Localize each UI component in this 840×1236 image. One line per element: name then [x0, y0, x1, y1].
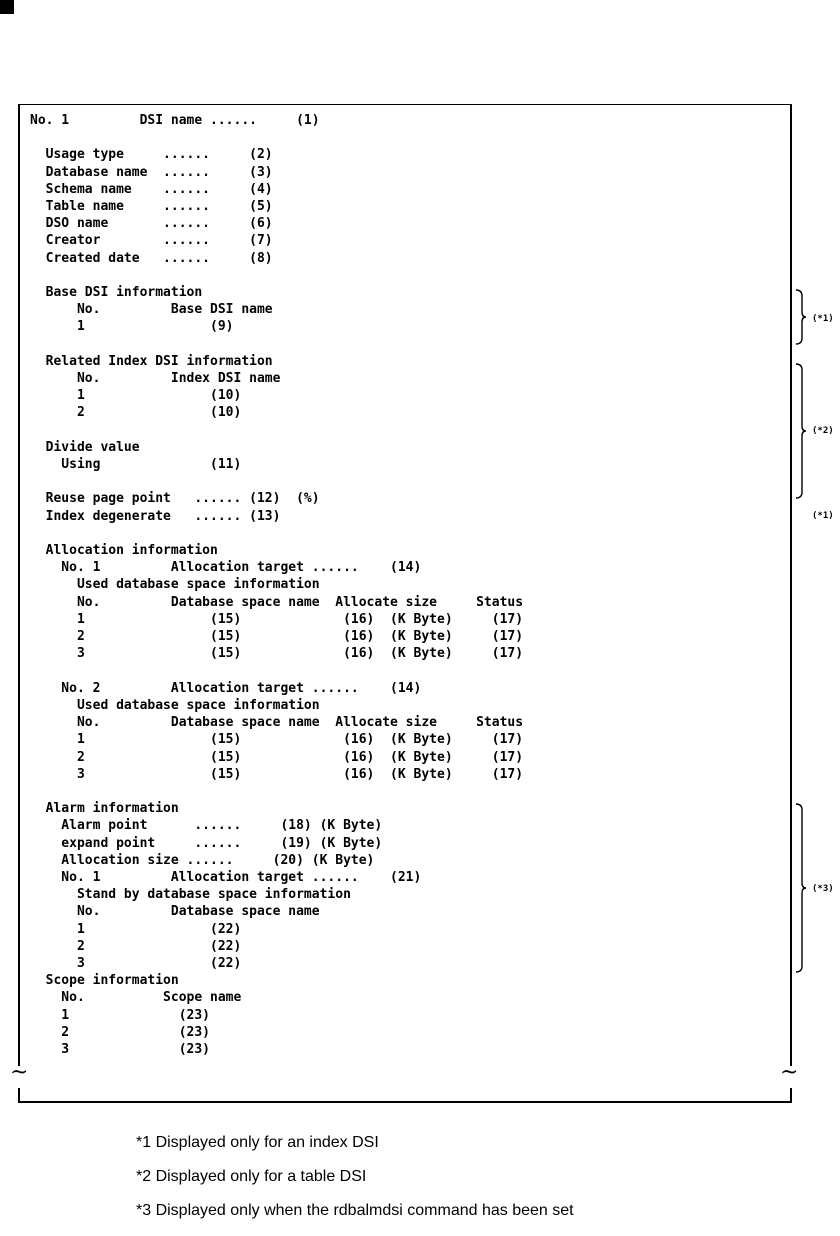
brace-related-index	[794, 362, 808, 500]
line-scope-row: 1 (23)	[30, 1007, 211, 1023]
line-space-row: 3 (15) (16) (K Byte) (17)	[30, 766, 524, 782]
line-space-row: 1 (15) (16) (K Byte) (17)	[30, 611, 524, 627]
brace-alarm	[794, 802, 808, 974]
heading-base-dsi: Base DSI information	[30, 285, 203, 301]
command-output-listing	[30, 112, 523, 1058]
line-index-dsi-row: 1 (10)	[30, 388, 242, 404]
line-standby-heading: Stand by database space information	[30, 887, 351, 903]
line-allocation-target-2: No. 2 Allocation target ...... (14)	[30, 680, 422, 696]
line-allocation-target-1: No. 1 Allocation target ...... (14)	[30, 560, 422, 576]
footnote-3: *3 Displayed only when the rdbalmdsi command has been set	[136, 1202, 574, 1219]
line-alarm-point: Alarm point ...... (18) (K Byte)	[30, 818, 383, 834]
line-scope-row: 3 (23)	[30, 1041, 211, 1057]
frame-break	[10, 1066, 800, 1088]
line-dso-name: DSO name ...... (6)	[30, 216, 273, 232]
line-scope-row: 2 (23)	[30, 1024, 211, 1040]
line-used-space-heading: Used database space information	[30, 577, 320, 593]
frame-break-left: ~	[10, 1060, 29, 1085]
line-reuse-page-point: Reuse page point ...... (12) (%)	[30, 491, 320, 507]
annotation-note-1-index: (*1)	[812, 511, 834, 521]
heading-related-index: Related Index DSI information	[30, 353, 273, 369]
line-table-name: Table name ...... (5)	[30, 199, 273, 215]
line-base-dsi-row: 1 (9)	[30, 319, 234, 335]
footnotes	[136, 1134, 574, 1236]
heading-divide-value: Divide value	[30, 439, 140, 455]
line-index-degenerate: Index degenerate ...... (13)	[30, 508, 281, 524]
line-base-dsi-header: No. Base DSI name	[30, 302, 273, 318]
line-standby-header: No. Database space name	[30, 904, 320, 920]
footnote-2: *2 Displayed only for a table DSI	[136, 1168, 367, 1185]
annotation-note-2: (*2)	[812, 426, 834, 436]
line-scope-header: No. Scope name	[30, 990, 242, 1006]
heading-scope: Scope information	[30, 973, 179, 989]
footnote-1: *1 Displayed only for an index DSI	[136, 1134, 379, 1151]
line-allocation-size: Allocation size ...... (20) (K Byte)	[30, 852, 375, 868]
heading-alarm: Alarm information	[30, 801, 179, 817]
line-space-header: No. Database space name Allocate size Status	[30, 594, 524, 610]
line-divide-using: Using (11)	[30, 457, 242, 473]
line-space-row: 3 (15) (16) (K Byte) (17)	[30, 646, 524, 662]
line-schema-name: Schema name ...... (4)	[30, 181, 273, 197]
line-expand-point: expand point ...... (19) (K Byte)	[30, 835, 383, 851]
corner-marker	[0, 0, 14, 14]
line-creator: Creator ...... (7)	[30, 233, 273, 249]
annotation-note-3: (*3)	[812, 884, 834, 894]
line-space-header: No. Database space name Allocate size Status	[30, 715, 524, 731]
line-index-dsi-header: No. Index DSI name	[30, 371, 281, 387]
line-standby-row: 3 (22)	[30, 955, 242, 971]
line-alarm-target: No. 1 Allocation target ...... (21)	[30, 869, 422, 885]
line-space-row: 2 (15) (16) (K Byte) (17)	[30, 749, 524, 765]
line-usage-type: Usage type ...... (2)	[30, 147, 273, 163]
line-dsi-name: No. 1 DSI name ...... (1)	[30, 113, 320, 128]
heading-allocation: Allocation information	[30, 543, 218, 559]
line-database-name: Database name ...... (3)	[30, 164, 273, 180]
frame-break-right: ~	[780, 1060, 799, 1085]
line-standby-row: 1 (22)	[30, 921, 242, 937]
line-created-date: Created date ...... (8)	[30, 250, 273, 266]
line-standby-row: 2 (22)	[30, 938, 242, 954]
brace-base-dsi	[794, 288, 808, 346]
line-used-space-heading: Used database space information	[30, 697, 320, 713]
line-space-row: 2 (15) (16) (K Byte) (17)	[30, 629, 524, 645]
line-space-row: 1 (15) (16) (K Byte) (17)	[30, 732, 524, 748]
annotation-note-1: (*1)	[812, 314, 834, 324]
line-index-dsi-row: 2 (10)	[30, 405, 242, 421]
